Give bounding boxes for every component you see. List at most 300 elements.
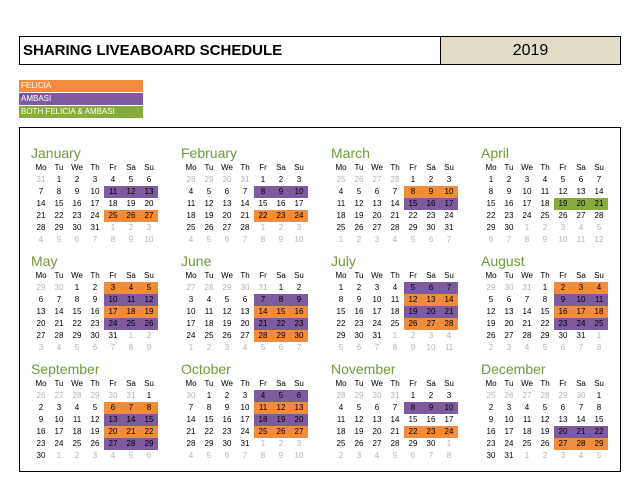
week-row [32,186,158,198]
weekday-label: Fr [259,271,267,280]
day-cell: 5 [92,403,98,412]
day-cell: 9 [488,415,494,424]
day-cell: 14 [390,415,400,424]
day-cell: 20 [144,199,154,208]
day-cell: 15 [404,198,422,210]
day-cell: 26 [122,210,140,222]
day-cell: 11 [254,402,272,414]
weekday-label: Su [444,163,454,172]
week-row [182,306,308,318]
day-cell: 16 [354,307,364,316]
day-cell: 3 [506,403,512,412]
day-cell: 12 [558,187,568,196]
day-cell: 29 [486,223,496,232]
day-cell: 1 [596,331,602,340]
day-cell: 2 [278,175,284,184]
week-row [182,294,308,306]
day-cell: 5 [560,175,566,184]
schedule-year: 2019 [441,37,620,64]
day-cell: 7 [110,343,116,352]
day-cell: 6 [422,282,440,294]
day-cell: 12 [594,235,604,244]
day-cell: 15 [258,199,268,208]
day-cell: 13 [36,307,46,316]
day-cell: 28 [204,283,214,292]
day-cell: 6 [224,235,230,244]
day-cell: 3 [242,391,248,400]
day-cell: 2 [74,175,80,184]
day-cell: 25 [104,210,122,222]
day-cell: 6 [146,451,152,460]
weekday-label: Tu [204,379,214,388]
day-cell: 22 [336,319,346,328]
day-cell: 1 [260,175,266,184]
day-cell: 9 [554,294,572,306]
day-cell: 20 [222,211,232,220]
day-cell: 25 [486,391,496,400]
day-cell: 29 [354,391,364,400]
day-cell: 22 [486,211,496,220]
day-cell: 7 [242,235,248,244]
day-cell: 28 [54,331,64,340]
day-cell: 3 [104,282,122,294]
week-row [332,222,458,234]
day-cell: 10 [572,294,590,306]
day-cell: 1 [542,283,548,292]
day-cell: 21 [186,427,196,436]
month-march [332,144,468,246]
day-cell: 12 [404,294,422,306]
day-cell: 21 [240,211,250,220]
week-row [332,318,458,330]
weekday-label: Tu [354,379,364,388]
day-cell: 16 [90,307,100,316]
day-cell: 28 [186,175,196,184]
day-cell: 21 [122,426,140,438]
day-cell: 6 [410,451,416,460]
day-cell: 18 [72,427,82,436]
day-cell: 4 [56,343,62,352]
day-cell: 15 [594,415,604,424]
day-cell: 12 [354,199,364,208]
day-cell: 8 [446,451,452,460]
day-cell: 20 [554,426,572,438]
day-cell: 30 [576,391,586,400]
weekday-label: Tu [354,163,364,172]
day-cell: 9 [422,186,440,198]
schedule-header [19,36,621,65]
day-cell: 20 [422,306,440,318]
day-cell: 4 [524,403,530,412]
week-row [332,210,458,222]
legend-felicia: FELICIA [19,80,143,92]
day-cell: 18 [186,211,196,220]
week-row [32,318,158,330]
month-name: March [331,145,370,161]
day-cell: 8 [206,403,212,412]
day-cell: 26 [404,318,422,330]
day-cell: 16 [426,415,436,424]
day-cell: 19 [204,211,214,220]
day-cell: 17 [440,198,458,210]
week-row [32,342,158,354]
day-cell: 25 [390,319,400,328]
day-cell: 11 [540,187,550,196]
month-name: February [181,145,238,161]
day-cell: 14 [390,199,400,208]
weekday-label: Mo [335,163,347,172]
day-cell: 12 [90,415,100,424]
weekday-label: Tu [204,163,214,172]
week-row [32,306,158,318]
day-cell: 7 [296,343,302,352]
day-cell: 7 [392,187,398,196]
week-row [482,450,608,462]
day-cell: 10 [372,295,382,304]
day-cell: 3 [572,282,590,294]
day-cell: 9 [278,235,284,244]
day-cell: 8 [272,294,290,306]
week-row [482,318,608,330]
weekday-label: We [371,163,383,172]
day-cell: 3 [188,295,194,304]
day-cell: 18 [390,307,400,316]
day-cell: 17 [372,307,382,316]
day-cell: 24 [522,211,532,220]
day-cell: 20 [290,414,308,426]
day-cell: 7 [56,295,62,304]
weekday-label: We [521,379,533,388]
day-cell: 30 [504,223,514,232]
day-cell: 28 [72,391,82,400]
day-cell: 14 [440,294,458,306]
day-cell: 22 [540,319,550,328]
weekday-label: Mo [35,271,47,280]
day-cell: 23 [290,318,308,330]
day-cell: 21 [254,318,272,330]
weekday-label: Tu [354,271,364,280]
weekday-label: Sa [576,379,586,388]
week-row [482,174,608,186]
day-cell: 5 [206,451,212,460]
month-grid [332,162,458,246]
day-cell: 8 [542,295,548,304]
day-cell: 28 [186,439,196,448]
day-cell: 21 [572,426,590,438]
week-row [182,210,308,222]
day-cell: 18 [122,306,140,318]
day-cell: 5 [338,343,344,352]
day-cell: 22 [254,210,272,222]
day-cell: 2 [428,391,434,400]
weekday-label: Mo [485,163,497,172]
day-cell: 5 [140,282,158,294]
day-cell: 26 [222,331,232,340]
day-cell: 6 [92,343,98,352]
day-cell: 2 [278,223,284,232]
day-cell: 2 [338,451,344,460]
day-cell: 8 [404,402,422,414]
day-cell: 3 [296,223,302,232]
day-cell: 19 [126,199,136,208]
day-cell: 20 [240,319,250,328]
weekday-label: Mo [35,379,47,388]
day-cell: 27 [422,318,440,330]
day-cell: 5 [260,343,266,352]
day-cell: 18 [540,199,550,208]
day-cell: 8 [74,295,80,304]
day-cell: 8 [140,402,158,414]
day-cell: 1 [260,223,266,232]
month-august [482,252,618,354]
week-row [182,174,308,186]
day-cell: 27 [222,223,232,232]
month-grid [482,270,608,354]
day-cell: 13 [372,415,382,424]
day-cell: 2 [206,343,212,352]
week-row [332,414,458,426]
day-cell: 13 [290,402,308,414]
day-cell: 7 [446,235,452,244]
day-cell: 29 [408,223,418,232]
day-cell: 9 [506,187,512,196]
day-cell: 4 [578,223,584,232]
weekday-label: Tu [504,271,514,280]
day-cell: 25 [254,426,272,438]
day-cell: 3 [356,451,362,460]
day-cell: 24 [290,210,308,222]
day-cell: 9 [542,235,548,244]
day-cell: 26 [354,439,364,448]
day-cell: 24 [54,439,64,448]
day-cell: 14 [240,199,250,208]
day-cell: 11 [390,295,400,304]
day-cell: 28 [594,211,604,220]
day-cell: 9 [92,295,98,304]
weekday-label: Fr [259,379,267,388]
day-cell: 1 [206,391,212,400]
day-cell: 2 [542,223,548,232]
day-cell: 10 [294,451,304,460]
day-cell: 26 [486,331,496,340]
day-cell: 29 [90,391,100,400]
day-cell: 8 [260,451,266,460]
weekday-label: Th [390,271,400,280]
day-cell: 5 [410,235,416,244]
day-cell: 10 [54,415,64,424]
day-cell: 1 [596,391,602,400]
day-cell: 3 [446,391,452,400]
day-cell: 3 [560,223,566,232]
day-cell: 5 [356,403,362,412]
weekday-label: Su [594,271,604,280]
week-row [182,402,308,414]
day-cell: 27 [54,391,64,400]
day-cell: 2 [356,235,362,244]
month-grid [32,378,158,462]
day-cell: 15 [408,415,418,424]
day-cell: 7 [242,451,248,460]
day-cell: 14 [576,415,586,424]
day-cell: 10 [294,235,304,244]
day-cell: 29 [486,283,496,292]
week-row [482,282,608,294]
day-cell: 24 [186,331,196,340]
day-cell: 11 [204,307,214,316]
day-cell: 7 [392,403,398,412]
day-cell: 17 [522,199,532,208]
week-row [32,174,158,186]
week-row [482,402,608,414]
day-cell: 1 [338,283,344,292]
day-cell: 9 [272,186,290,198]
legend [19,80,143,119]
day-cell: 5 [128,451,134,460]
day-cell: 19 [354,211,364,220]
month-name: April [481,145,510,161]
day-cell: 16 [36,427,46,436]
week-row [332,342,458,354]
day-cell: 13 [140,186,158,198]
week-row [32,414,158,426]
week-row [482,294,608,306]
day-cell: 28 [540,391,550,400]
day-cell: 29 [54,223,64,232]
day-cell: 6 [278,343,284,352]
day-cell: 10 [186,307,196,316]
day-cell: 24 [372,319,382,328]
day-cell: 7 [38,187,44,196]
day-cell: 31 [504,451,514,460]
day-cell: 2 [224,391,230,400]
day-cell: 11 [104,186,122,198]
day-cell: 9 [128,235,134,244]
day-cell: 30 [426,439,436,448]
day-cell: 7 [254,294,272,306]
day-cell: 2 [428,175,434,184]
week-row [482,210,608,222]
day-cell: 19 [554,198,572,210]
schedule-title: SHARING LIVEABOARD SCHEDULE [20,37,441,64]
month-june [182,252,318,354]
week-row [482,306,608,318]
day-cell: 22 [204,427,214,436]
day-cell: 19 [272,414,290,426]
day-cell: 30 [186,391,196,400]
weekday-label: Sa [276,271,286,280]
day-cell: 4 [446,331,452,340]
day-cell: 11 [576,235,586,244]
day-cell: 1 [146,391,152,400]
weekday-label: We [521,163,533,172]
day-cell: 10 [240,403,250,412]
day-cell: 29 [590,438,608,450]
day-cell: 12 [354,415,364,424]
day-cell: 11 [336,199,346,208]
month-grid [332,270,458,354]
day-cell: 6 [506,295,512,304]
day-cell: 29 [272,330,290,342]
day-cell: 9 [290,294,308,306]
day-cell: 24 [440,426,458,438]
day-cell: 16 [222,415,232,424]
day-cell: 5 [488,295,494,304]
day-cell: 20 [372,427,382,436]
day-cell: 10 [144,235,154,244]
day-cell: 10 [90,187,100,196]
day-cell: 2 [74,451,80,460]
day-cell: 25 [590,318,608,330]
day-cell: 4 [188,451,194,460]
day-cell: 25 [122,318,140,330]
day-cell: 15 [72,307,82,316]
day-cell: 21 [522,319,532,328]
day-cell: 24 [444,211,454,220]
weekday-label: Tu [504,379,514,388]
week-row [182,186,308,198]
day-cell: 29 [140,438,158,450]
day-cell: 8 [338,295,344,304]
day-cell: 10 [558,235,568,244]
day-cell: 8 [110,235,116,244]
day-cell: 10 [290,186,308,198]
day-cell: 6 [356,343,362,352]
day-cell: 1 [188,343,194,352]
month-april [482,144,618,246]
day-cell: 30 [426,223,436,232]
day-cell: 17 [444,415,454,424]
day-cell: 2 [92,283,98,292]
weekday-label: Th [540,379,550,388]
weekday-label: Mo [335,271,347,280]
weekday-label: Th [540,163,550,172]
day-cell: 19 [540,427,550,436]
day-cell: 18 [204,319,214,328]
day-cell: 21 [36,211,46,220]
day-cell: 7 [506,235,512,244]
day-cell: 25 [186,223,196,232]
day-cell: 2 [296,283,302,292]
day-cell: 16 [72,199,82,208]
day-cell: 24 [504,439,514,448]
day-cell: 31 [240,175,250,184]
day-cell: 28 [522,331,532,340]
day-cell: 22 [140,426,158,438]
weekday-label: Su [294,271,304,280]
day-cell: 2 [38,403,44,412]
day-cell: 31 [390,391,400,400]
weekday-label: Th [240,271,250,280]
day-cell: 3 [506,343,512,352]
day-cell: 4 [338,187,344,196]
day-cell: 15 [272,306,290,318]
weekday-label: Fr [109,271,117,280]
day-cell: 6 [290,390,308,402]
day-cell: 19 [486,319,496,328]
weekday-label: Sa [576,271,586,280]
day-cell: 16 [422,198,440,210]
week-row [32,282,158,294]
week-row [482,330,608,342]
day-cell: 2 [356,283,362,292]
day-cell: 12 [222,307,232,316]
day-cell: 25 [336,175,346,184]
week-row [182,198,308,210]
day-cell: 3 [296,175,302,184]
day-cell: 12 [204,199,214,208]
day-cell: 26 [272,426,290,438]
day-cell: 30 [240,283,250,292]
